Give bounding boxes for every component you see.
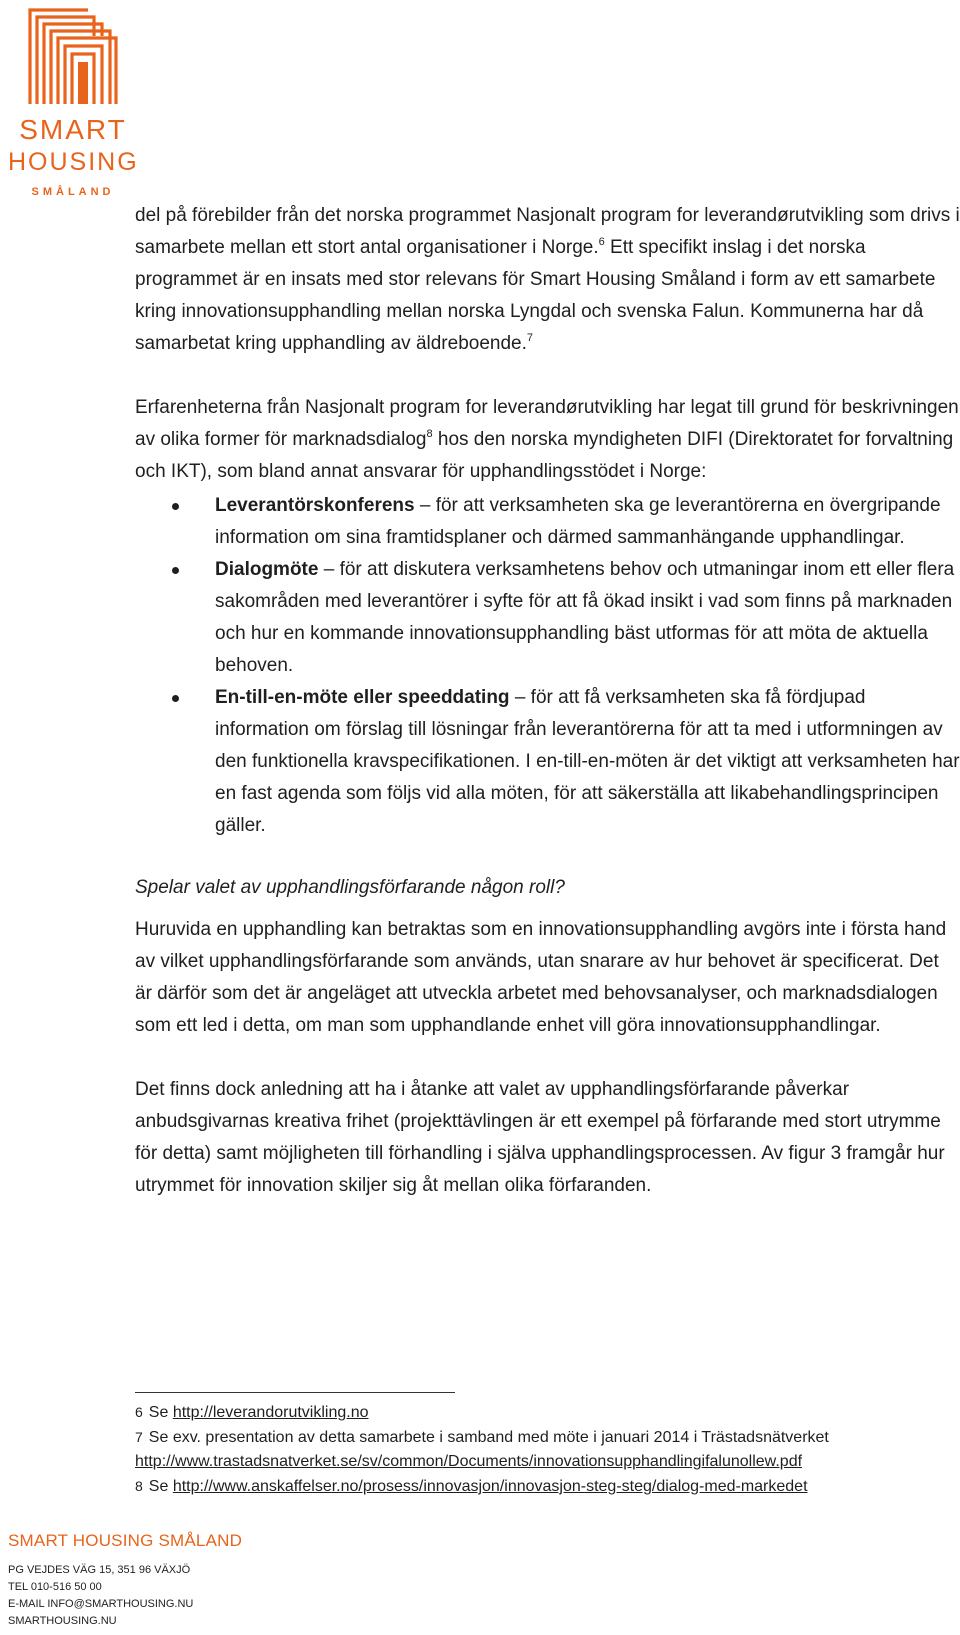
footer-title: SMART HOUSING SMÅLAND: [8, 1531, 243, 1550]
bullet-icon: [172, 695, 179, 702]
footnote-8: [135, 1474, 960, 1499]
footnote-prefix: Se: [148, 1478, 173, 1495]
logo-text-smart: SMART: [19, 114, 127, 145]
footnote-6-link[interactable]: http://leverandorutvikling.no: [172, 1404, 369, 1421]
footnote-8-link[interactable]: http://www.anskaffelser.no/prosess/innovasjon/innovasjon-steg-steg/dialog-med-markedet: [172, 1478, 808, 1495]
bullet-term: En-till-en-möte eller speeddating: [215, 687, 510, 708]
paragraph-2-text-a: Erfarenheterna från Nasjonalt program for leverandørutvikling har legat till grund för beskrivningen av olika former för marknadsdialog: [135, 397, 959, 450]
logo-text-housing: HOUSING: [8, 148, 139, 176]
logo-text-smaland: SMÅLAND: [31, 186, 115, 198]
bullet-term: Leverantörskonferens: [215, 495, 415, 516]
footer-email[interactable]: E-MAIL INFO@SMARTHOUSING.NU: [8, 1598, 194, 1610]
footer-phone: TEL 010-516 50 00: [8, 1581, 102, 1593]
list-item: [135, 682, 960, 842]
bullet-icon: [172, 503, 179, 510]
footnote-ref-8[interactable]: 8: [426, 428, 433, 440]
paragraph-4: Det finns dock anledning att ha i åtanke att valet av upphandlingsförfarande påverkar anbudsgivarnas kreativa frihet (projekttävlingen är ett exempel på förfarande med stort utrymme för detta) samt möjligheten till förhandling i själva upphandlingsprocessen. Av figur 3 framgår hur utrymmet för innovation skiljer sig åt mellan olika förfaranden.: [135, 1079, 945, 1196]
footnote-number: 6: [135, 1404, 143, 1420]
bullet-text: – för att få verksamheten ska få fördjupad information om förslag till lösningar från leverantörerna för att ta med i utformningen av den funktionella kravspecifikationen. I en-till-en-möten är det viktigt att verksamheten har en fast agenda som följs vid alla möten, för att säkerställa att likabehandlingsprincipen gäller.: [215, 687, 960, 836]
list-item: [135, 490, 960, 554]
bullet-list: [135, 490, 960, 842]
footnote-text: Se exv. presentation av detta samarbete i samband med möte i januari 2014 i Trästadsnätverket: [148, 1429, 829, 1446]
footnote-7-link-line: [135, 1450, 960, 1474]
paragraph-2-text-b: hos den norska myndigheten DIFI (Direktoratet for forvaltning och IKT), som bland annat ansvarar för upphandlingsstödet i Norge:: [135, 429, 954, 482]
footnote-divider: [135, 1392, 455, 1393]
list-item: [135, 554, 960, 682]
paragraph-1-text-b: Ett specifikt inslag i det norska programmet är en insats med stor relevans för Smart Housing Småland i form av ett samarbete kring innovationsupphandling mellan norska Lyngdal och svenska Falun. Kommunerna har då samarbetat kring upphandling av äldreboende.: [135, 237, 936, 354]
page-footer: [8, 1530, 408, 1630]
footnote-prefix: Se: [148, 1404, 173, 1421]
paragraph-3: Huruvida en upphandling kan betraktas som en innovationsupphandling avgörs inte i första hand av vilket upphandlingsförfarande som används, utan snarare av hur behovet är specificerat. Det är därför som det är angeläget att utveckla arbetet med behovsanalyser, och marknadsdialogen som ett led i detta, om man som upphandlande enhet vill göra innovationsupphandlingar.: [135, 919, 947, 1036]
footnote-number: 8: [135, 1478, 143, 1494]
paragraph-1-text-a: del på förebilder från det norska programmet Nasjonalt program for leverandørutvikling som drivs i samarbete mellan ett stort antal organisationer i Norge.: [135, 205, 960, 258]
footnote-6: [135, 1400, 960, 1425]
footnote-ref-6[interactable]: 6: [598, 236, 605, 248]
bullet-term: Dialogmöte: [215, 559, 319, 580]
bullet-icon: [172, 567, 179, 574]
footnote-ref-7[interactable]: 7: [526, 332, 534, 344]
footnote-7-link[interactable]: http://www.trastadsnatverket.se/sv/common/Documents/innovationsupphandlingifalunollew.pdf: [135, 1453, 803, 1470]
paragraph-2: [135, 392, 960, 488]
main-content: [135, 200, 960, 1202]
bullet-text: – för att verksamheten ska ge leverantörerna en övergripande information om sina framtidsplaner och därmed sammanhängande upphandlingar.: [215, 495, 941, 548]
footer-website[interactable]: SMARTHOUSING.NU: [8, 1615, 117, 1627]
section-heading: Spelar valet av upphandlingsförfarande någon roll?: [135, 877, 565, 898]
footer-address: PG VEJDES VÄG 15, 351 96 VÄXJÖ: [8, 1564, 191, 1576]
footnote-7: [135, 1425, 960, 1450]
logo-mark-icon: [26, 6, 120, 106]
bullet-text: – för att diskutera verksamhetens behov och utmaningar inom ett eller flera sakområden med leverantörer i syfte för att få ökad insikt i vad som finns på marknaden och hur en kommande innovationsupphandling bäst utformas för att möta de aktuella behoven.: [215, 559, 955, 676]
smart-housing-logo: [8, 6, 138, 196]
footnotes: [135, 1400, 960, 1499]
footnote-number: 7: [135, 1429, 143, 1445]
paragraph-1: [135, 200, 960, 360]
